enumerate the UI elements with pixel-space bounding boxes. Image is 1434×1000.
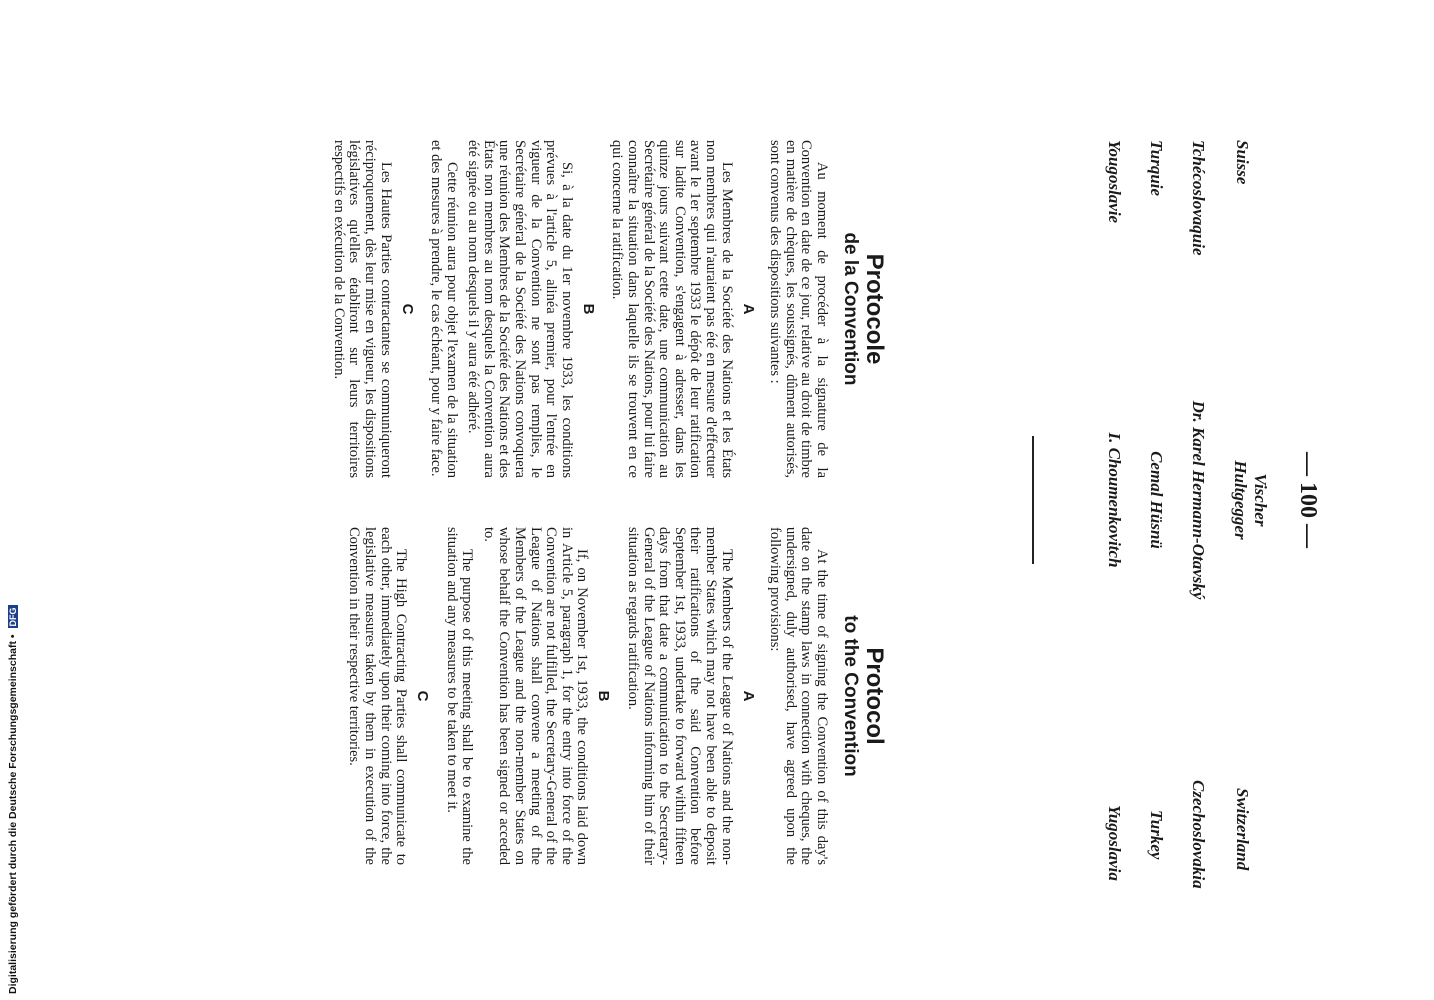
french-section-c-heading: C (398, 303, 416, 315)
signatory-country-fr-turkey: Turquie (1147, 140, 1166, 197)
signatory-name-choumenkovitch: I. Choumenkovitch (1105, 432, 1124, 568)
signatory-country-fr-yugoslavia: Yougoslavie (1105, 140, 1124, 224)
english-section-c-heading: C (414, 690, 432, 702)
digitization-footer-text: Digitalisierung gefördert durch die Deutsche Forschungsgemeinschaft (7, 641, 19, 994)
english-subtitle: to the Convention (840, 615, 861, 777)
signatory-country-en-turkey: Turkey (1147, 810, 1166, 860)
english-section-a-paragraph: The Members of the League of Nations and the non-member States which may not have been able to deposit their ratifications of the said Convention before September 1st, 1933, undertake to forward within fifteen days from that date a communication to the Secretary-General of the League of Nations informing him of their situation as regards ratification. (625, 527, 735, 865)
signatory-country-en-switzerland: Switzerland (1233, 788, 1252, 871)
signatory-country-en-czechoslovakia: Czechoslovakia (1189, 780, 1208, 889)
signatory-name-hultgegger: Hultgegger (1231, 460, 1250, 540)
digitization-footer: Digitalisierung gefördert durch die Deutsche Forschungsgemeinschaft • DFG (7, 607, 19, 994)
dfg-logo-icon: DFG (8, 607, 18, 627)
french-section-c-paragraph: Les Hautes Parties contractantes se communiqueront réciproquement, dès leur mise en vigueur, les dispositions législatives qu'elles établiront sur leurs territoires respectifs en exécution de la Convention. (330, 140, 394, 478)
french-subtitle: de la Convention (840, 232, 861, 386)
english-section-a-heading: A (739, 690, 757, 702)
french-section-a-heading: A (739, 303, 757, 315)
french-section-b-heading: B (579, 303, 597, 315)
english-column (346, 527, 829, 865)
signatory-name-hermann-otavsky: Dr. Karel Hermann-Otavský (1189, 400, 1208, 600)
signatory-name-vischer: Vischer (1251, 473, 1270, 527)
french-section-a-paragraph: Les Membres de la Société des Nations et les États non membres qui n'auraient pas été en mesure d'effectuer avant le 1er septembre 1933 le dépôt de leur ratification sur ladite Convention, s'engagent à adresser, dans les quinze jours suivant cette date, une communication au Secrétaire général de la Société des Nations, pour lui faire connaître la situation dans laquelle ils se trouvent en ce qui concerne la ratification. (609, 140, 735, 478)
english-title: Protocol (861, 647, 888, 745)
english-section-c-paragraph: The High Contracting Parties shall communicate to each other, immediately upon their coming into force, the legislative measures taken by them in execution of the Convention in their respective territories. (346, 527, 410, 865)
signatory-country-fr-czechoslovakia: Tchécoslovaquie (1189, 140, 1208, 256)
english-section-b-paragraph-1: If, on November 1st, 1933, the conditions laid down in Article 5, paragraph 1, for the entry into force of the Convention are not fulfilled, the Secretary-General of the League of Nations shall convene a meeting of the Members of the League and the non-member States on whose behalf the Convention has been signed or acceded to. (480, 527, 591, 865)
signatory-name-cemal-husnu: Cemal Hüsnü (1147, 451, 1166, 549)
section-divider (1032, 436, 1034, 564)
signatory-country-fr-switzerland: Suisse (1233, 140, 1252, 185)
french-intro-paragraph: Au moment de procéder à la signature de la Convention en date de ce jour, relative au droit de timbre en matière de chèques, les soussignés, dûment autorisés, sont convenus des dispositions suivantes : (767, 140, 830, 478)
english-section-b-heading: B (595, 690, 613, 702)
french-section-b-paragraph-1: Si, à la date du 1er novembre 1933, les conditions prévues à l'article 5, alinéa premier, pour l'entrée en vigueur de la Convention ne sont pas remplies, le Secrétaire général de la Société des Nations convoquera une réunion des Membres de la Société des Nations et des États non membres au nom desquels la Convention aura été signée ou au nom desquels il y aura été adhéré. (465, 140, 575, 478)
page-number: — 100 — (1295, 452, 1321, 548)
french-column (330, 140, 829, 478)
french-section-b-paragraph-2: Cette réunion aura pour objet l'examen de la situation et des mesures à prendre, le cas échéant, pour y faire face. (428, 140, 460, 478)
english-intro-paragraph: At the time of signing the Convention of this day's date on the stamp laws in connection with cheques, the undersigned, duly authorised, have agreed upon the following provisions: (767, 527, 830, 865)
signatory-country-en-yugoslavia: Yugoslavia (1105, 805, 1124, 881)
english-section-b-paragraph-2: The purpose of this meeting shall be to examine the situation and any measures to be taken to meet it. (443, 527, 476, 865)
french-title: Protocole (861, 253, 888, 365)
